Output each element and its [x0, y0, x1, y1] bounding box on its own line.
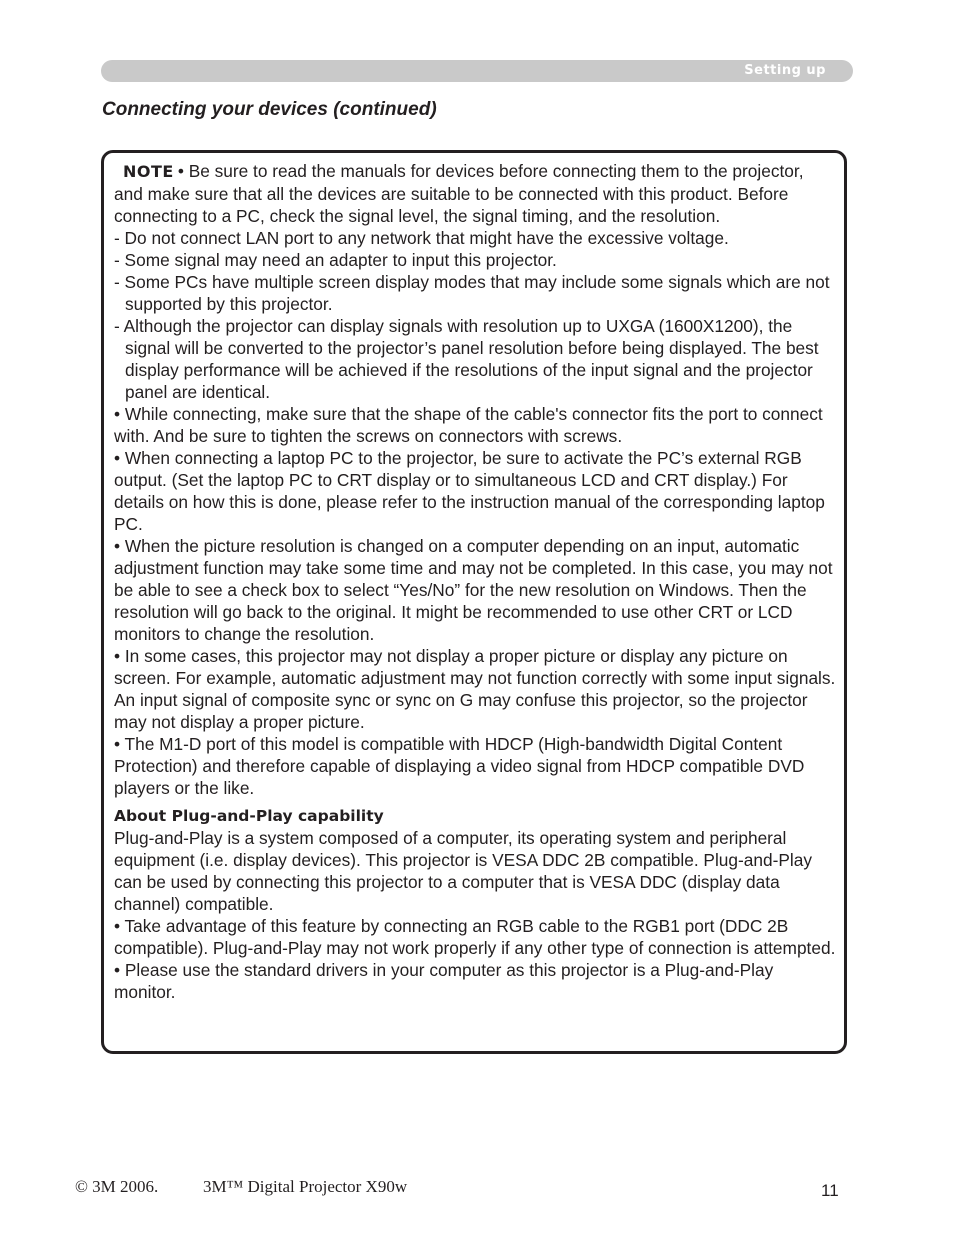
note-intro: [114, 160, 836, 227]
page-title: Connecting your devices (continued): [102, 99, 437, 120]
plug-and-play-paragraph: • Take advantage of this feature by connecting an RGB cable to the RGB1 port (DDC 2B compatible). Plug-and-Play may not work properly if any other type of connection is attempted.: [114, 916, 836, 958]
plug-and-play-paragraph: Plug-and-Play is a system composed of a computer, its operating system and peripheral equipment (i.e. display devices). This projector is VESA DDC 2B compatible. Plug-and-Play can be used by connecting this projector to a computer that is VESA DDC (display data channel) compatible.: [114, 828, 812, 914]
note-dash-item: - Do not connect LAN port to any network that might have the excessive voltage.: [114, 228, 729, 248]
note-intro-text: • Be sure to read the manuals for devices before connecting them to the projector, and make sure that all the devices are suitable to be connected with this product. Before connecting to a PC, check the signal level, the signal timing, and the resolution.: [114, 161, 804, 226]
footer-copyright: © 3M 2006.: [75, 1177, 159, 1196]
note-bullet: • When connecting a laptop PC to the projector, be sure to activate the PC’s external RGB output. (Set the laptop PC to CRT display or to simultaneous LCD and CRT display.) For details on how this is done, please refer to the instruction manual of the corresponding laptop PC.: [114, 448, 825, 534]
note-bullet: • While connecting, make sure that the shape of the cable's connector fits the port to connect with. And be sure to tighten the screws on connectors with screws.: [114, 404, 823, 446]
note-box: [101, 150, 847, 1054]
note-dash-item: - Some signal may need an adapter to input this projector.: [114, 250, 557, 270]
footer-product-name: 3M™ Digital Projector X90w: [203, 1177, 408, 1196]
section-label: Setting up: [744, 63, 826, 78]
note-label: NOTE: [123, 162, 174, 181]
note-bullet: • When the picture resolution is changed on a computer depending on an input, automatic adjustment function may take some time and may not be completed. In this case, you may not be able to see a check box to select “Yes/No” for the new resolution on Windows. Then the resolution will go back to the original. It might be recommended to use other CRT or LCD monitors to change the resolution.: [114, 536, 833, 644]
note-bullet: • The M1-D port of this model is compatible with HDCP (High-bandwidth Digital Content Protection) and therefore capable of displaying a video signal from HDCP compatible DVD players or the like.: [114, 734, 805, 798]
page-number: 11: [821, 1181, 839, 1200]
note-bullet: • In some cases, this projector may not display a proper picture or display any picture on screen. For example, automatic adjustment may not function correctly with some input signals. An input signal of composite sync or sync on G may confuse this projector, so the projector may not display a proper picture.: [114, 646, 836, 732]
plug-and-play-paragraph: • Please use the standard drivers in your computer as this projector is a Plug-and-Play monitor.: [114, 960, 774, 1002]
plug-and-play-heading: About Plug-and-Play capability: [114, 807, 384, 825]
note-dash-item: - Although the projector can display signals with resolution up to UXGA (1600X1200), the signal will be converted to the projector’s panel resolution before being displayed. The best display performance will be achieved if the resolutions of the input signal and the projector panel are identical.: [114, 316, 819, 402]
section-header-bar: [101, 60, 853, 82]
note-dash-item: - Some PCs have multiple screen display modes that may include some signals which are not supported by this projector.: [114, 272, 830, 314]
